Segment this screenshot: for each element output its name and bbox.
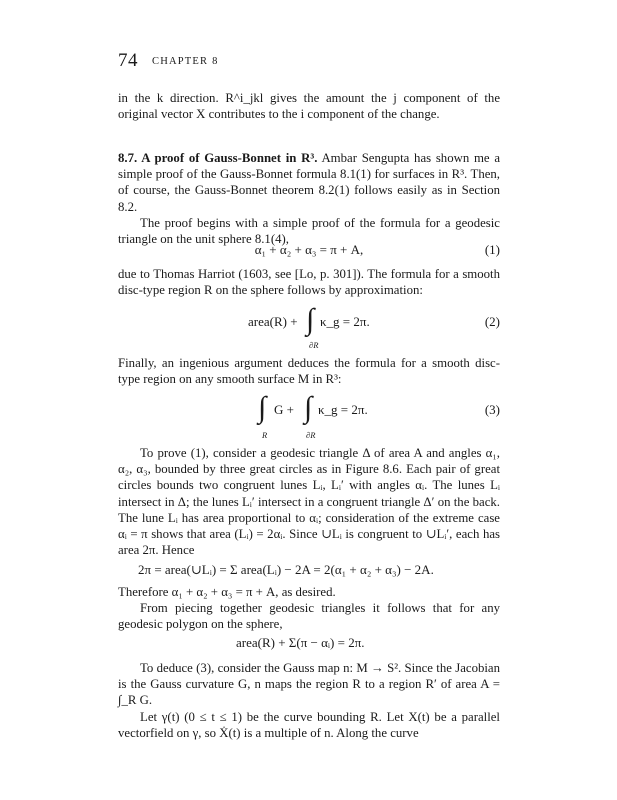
equation-3-number: (3) [484,402,500,417]
equation-3-sub1: R [262,430,268,440]
section-8-7 [118,150,500,247]
section-intro: Ambar Sengupta has shown me a simple proof of the Gauss-Bonnet formula 8.1(1) for surfaces in R³. Then, of course, the Gauss-Bonnet theorem 8.2(1) follows easily as in Section 8.2. [118,151,501,214]
equation-2-lhs: area(R) + [248,314,298,329]
equation-3-sub2: ∂R [306,430,316,440]
paragraph-5-text: To prove (1), consider a geodesic triangle Δ of area A and angles α₁, α₂, α₃, bounded by three great circles as in Figure 8.6. Each pair of great circles bounds two congruent lunes Lᵢ, Lᵢ′ with angles αᵢ. The lunes Lᵢ intersect in Δ; the lunes Lᵢ′ intersect in a congruent triangle Δ′ on the back. The lune Lᵢ has area proportional to αᵢ; consideration of the extreme case αᵢ = π shows that area (Lᵢ) = 2αᵢ. Since ∪Lᵢ is congruent to ∪Lᵢ′, each has area 2π. Hence [118,446,500,558]
equation-2 [118,303,500,350]
equation-2-integrand: κ_g = 2π. [320,314,370,329]
section-heading: 8.7. A proof of Gauss-Bonnet in R³. [118,151,318,165]
paragraph-3-text: due to Thomas Harriot (1603, see [Lo, p. 301]). The formula for a smooth disc-type region R on the sphere follows by approximation: [118,267,500,298]
paragraph-top-text: in the k direction. R^i_jkl gives the amount the j component of the original vector X contributes to the i component of the change. [118,91,500,122]
paragraph-6-7 [118,584,500,633]
equation-2-subscript: ∂R [309,340,319,350]
equation-3 [118,391,500,440]
page-number: 74 [118,50,138,71]
paragraph-7: From piecing together geodesic triangles it follows that for any geodesic polygon on the sphere, [118,601,500,632]
running-header [118,50,219,72]
equation-1-expr: α₁ + α₂ + α₃ = π + A, [254,242,364,257]
integral-sign: ∫ [306,303,315,336]
equation-1 [118,240,500,262]
equation-4 [118,560,500,582]
paragraph-6: Therefore α₁ + α₂ + α₃ = π + A, as desired. [118,585,336,599]
paragraph-3 [118,266,500,298]
equation-5-expr: area(R) + Σ(π − αᵢ) = 2π. [236,635,365,650]
integral-sign: ∫ [304,391,313,424]
paragraph-4 [118,355,500,387]
equation-3-term1: G + [274,402,294,417]
equation-2-number: (2) [484,314,500,329]
paragraph-9: Let γ(t) (0 ≤ t ≤ 1) be the curve bounding R. Let X(t) be a parallel vectorfield on γ, so Ẋ(t) is a multiple of n. Along the curve [118,709,500,740]
equation-4-expr: 2π = area(∪Lᵢ) = Σ area(Lᵢ) − 2A = 2(α₁ + α₂ + α₃) − 2A. [138,562,434,577]
equation-3-term2: κ_g = 2π. [318,402,368,417]
paragraph-5 [118,445,500,558]
equation-5 [118,633,500,655]
integral-sign: ∫ [258,391,267,424]
chapter-label: CHAPTER 8 [152,56,219,67]
equation-1-number: (1) [484,242,500,257]
paragraph-top [118,90,500,122]
paragraph-2: The proof begins with a simple proof of the formula for a geodesic triangle on the unit sphere 8.1(4), [118,215,500,247]
paragraph-8-9 [118,660,500,741]
paragraph-4-text: Finally, an ingenious argument deduces the formula for a smooth disc-type region on any smooth surface M in R³: [118,356,500,387]
paragraph-8: To deduce (3), consider the Gauss map n: M → S². Since the Jacobian is the Gauss curvature G, n maps the region R to a region R′ of area A = ∫_R G. [118,661,500,708]
